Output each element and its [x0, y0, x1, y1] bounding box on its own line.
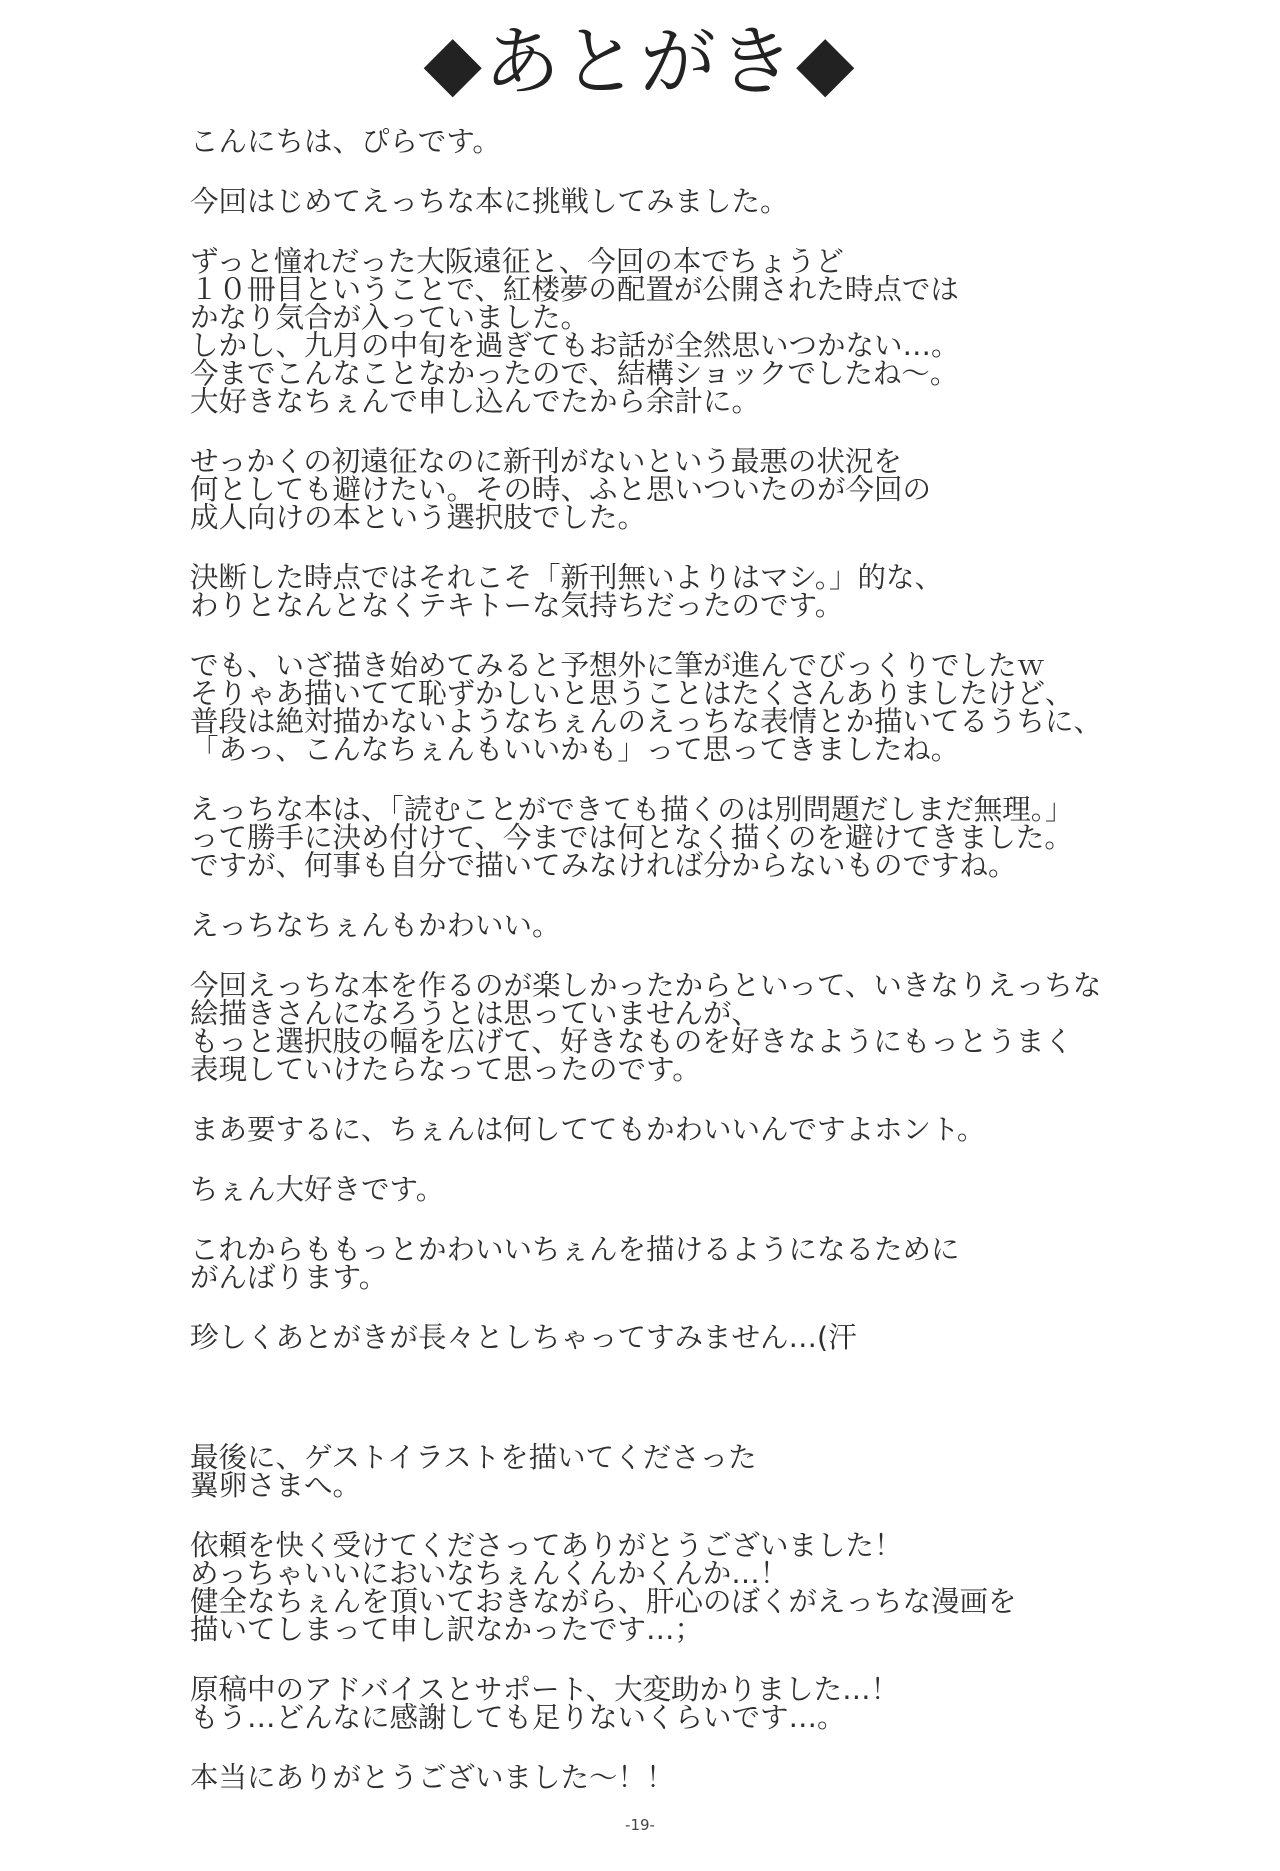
- text-line: 最後に、ゲストイラストを描いてくださった: [190, 1441, 757, 1474]
- text-line: ちぇん大好きです。: [190, 1173, 445, 1206]
- afterword-body: [190, 125, 1190, 1794]
- text-line: １０冊目ということで、紅楼夢の配置が公開された時点では: [190, 273, 959, 306]
- text-line: もう…どんなに感謝しても足りないくらいです…。: [190, 1701, 846, 1734]
- paragraph: [190, 1441, 1190, 1502]
- paragraph: [190, 1673, 1190, 1734]
- text-line: がんばります。: [190, 1261, 388, 1294]
- paragraph: [190, 245, 1190, 418]
- paragraph: [190, 1529, 1190, 1646]
- text-line: えっちな本は、「読むことができても描くのは別問題だしまだ無理。」: [190, 793, 1074, 826]
- paragraph: [190, 445, 1190, 534]
- text-line: これからももっとかわいいちぇんを描けるようになるために: [190, 1233, 960, 1266]
- text-line: って勝手に決め付けて、今までは何となく描くのを避けてきました。: [190, 821, 1073, 854]
- paragraph: [190, 1321, 1190, 1354]
- paragraph: [190, 969, 1190, 1086]
- text-line: 大好きなちぇんで申し込んでたから余計に。: [190, 385, 761, 418]
- text-line: 本当にありがとうございました～！！: [190, 1761, 675, 1794]
- text-line: 珍しくあとがきが長々としちゃってすみません…(汗: [190, 1321, 857, 1354]
- paragraph: [190, 793, 1190, 882]
- text-line: もっと選択肢の幅を広げて、好きなものを好きなようにもっとうまく: [190, 1025, 1073, 1058]
- text-line: 原稿中のアドバイスとサポート、大変助かりました…！: [190, 1673, 900, 1706]
- paragraph: [190, 1113, 1190, 1146]
- text-line: こんにちは、ぴらです。: [190, 125, 501, 158]
- paragraph: [190, 909, 1190, 942]
- paragraph: [190, 561, 1190, 622]
- text-line: 成人向けの本という選択肢でした。: [190, 501, 647, 534]
- text-line: 何としても避けたい。その時、ふと思いついたのが今回の: [190, 473, 932, 506]
- text-line: でも、いざ描き始めてみると予想外に筆が進んでびっくりでしたｗ: [190, 649, 1046, 682]
- page-number: -19-: [625, 1816, 655, 1834]
- text-line: ですが、何事も自分で描いてみなければ分からないものですね。: [190, 849, 1017, 882]
- text-line: 絵描きさんになろうとは思っていませんが、: [190, 997, 761, 1030]
- text-line: ずっと憧れだった大阪遠征と、今回の本でちょうど: [190, 245, 844, 278]
- text-line: 描いてしまって申し訳なかったです…；: [190, 1613, 704, 1646]
- text-line: 普段は絶対描かないようなちぇんのえっちな表情とか描いてるうちに、: [190, 705, 1103, 738]
- paragraph: [190, 185, 1190, 218]
- page-title: ◆あとがき◆: [423, 17, 857, 106]
- text-line: 依頼を快く受けてくださってありがとうございました！: [190, 1529, 903, 1562]
- text-line: 今までこんなことなかったので、結構ショックでしたね～。: [190, 357, 959, 390]
- text-line: そりゃあ描いてて恥ずかしいと思うことはたくさんありましたけど、: [190, 677, 1074, 710]
- paragraph: [190, 125, 1190, 158]
- text-line: 表現していけたらなって思ったのです。: [190, 1053, 701, 1086]
- text-line: 今回はじめてえっちな本に挑戦してみました。: [190, 185, 789, 218]
- text-line: 健全なちぇんを頂いておきながら、肝心のぼくがえっちな漫画を: [190, 1585, 1017, 1618]
- text-line: 翼卵さまへ。: [190, 1469, 362, 1502]
- text-line: 「あっ、こんなちぇんもいいかも」って思ってきましたね。: [190, 733, 960, 766]
- text-line: しかし、九月の中旬を過ぎてもお話が全然思いつかない…。: [190, 329, 960, 362]
- text-line: せっかくの初遠征なのに新刊がないという最悪の状況を: [190, 445, 902, 478]
- text-line: えっちなちぇんもかわいい。: [190, 909, 561, 942]
- paragraph: [190, 1761, 1190, 1794]
- text-line: かなり気合が入っていました。: [190, 301, 590, 334]
- text-line: わりとなんとなくテキトーな気持ちだったのです。: [190, 589, 844, 622]
- text-line: めっちゃいいにおいなちぇんくんかくんか…！: [190, 1557, 789, 1590]
- text-line: まあ要するに、ちぇんは何しててもかわいいんですよホント。: [190, 1113, 986, 1146]
- text-line: 今回えっちな本を作るのが楽しかったからといって、いきなりえっちな: [190, 969, 1102, 1002]
- paragraph: [190, 649, 1190, 766]
- text-line: 決断した時点ではそれこそ「新刊無いよりはマシ。」的な、: [190, 561, 943, 594]
- paragraph: [190, 1173, 1190, 1206]
- paragraph: [190, 1233, 1190, 1294]
